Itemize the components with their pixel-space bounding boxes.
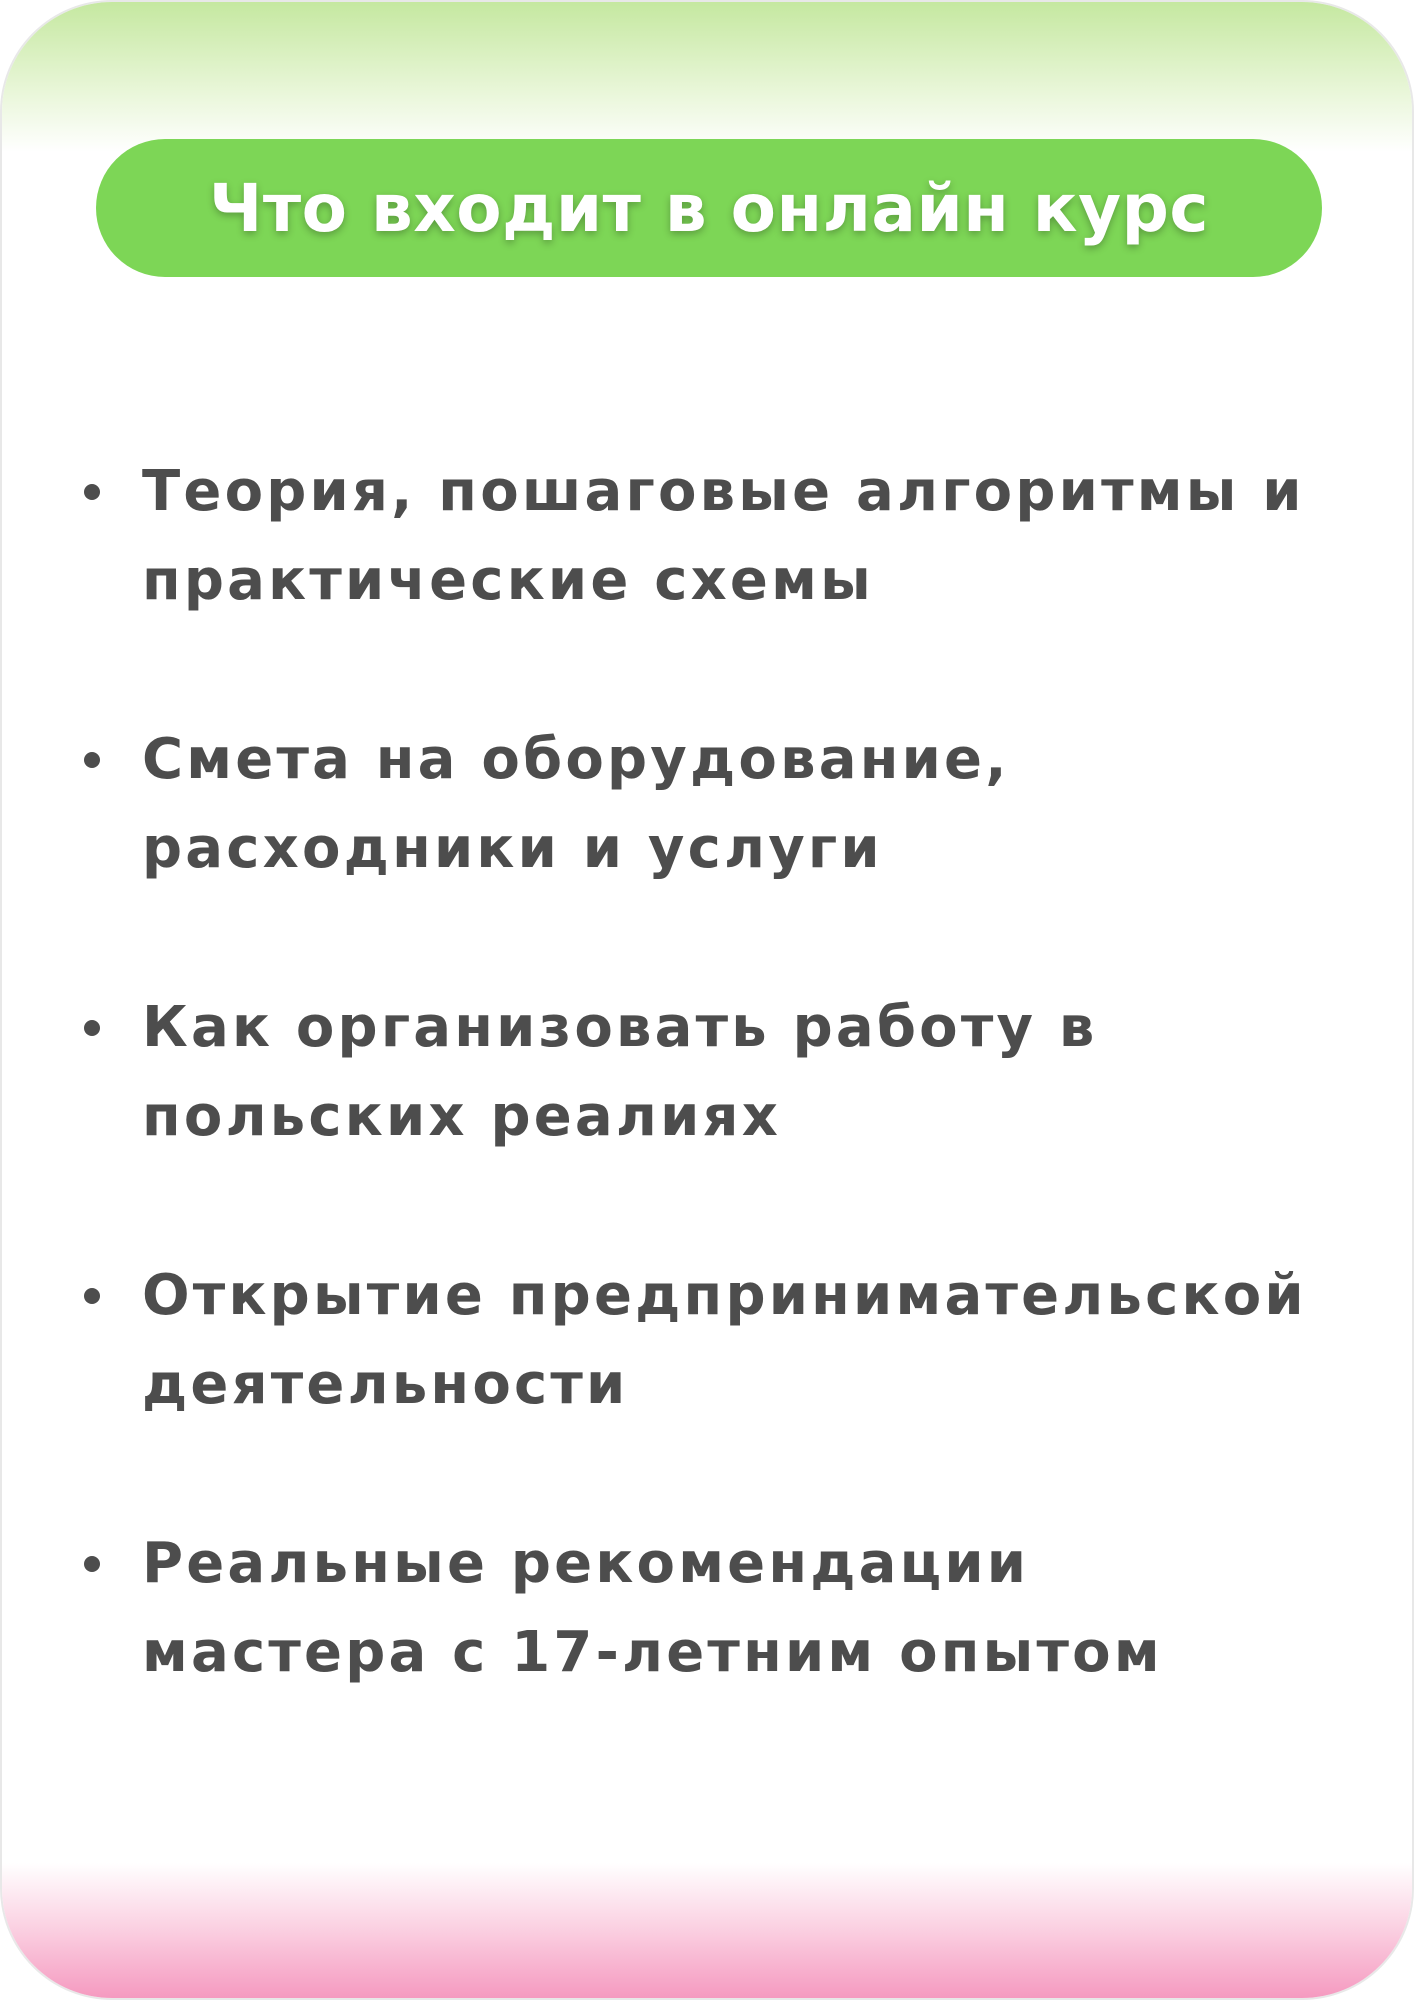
list-item-line: Реальные рекомендации [142,1531,1030,1596]
bullet-icon [84,484,100,500]
list-item-line: деятельности [142,1352,629,1417]
list-item [82,447,1392,625]
list-item-line: польских реалиях [142,1084,782,1149]
title-banner [96,139,1322,277]
list-item-line: Открытие предпринимательской [142,1263,1307,1328]
course-contents-list [82,447,1392,1787]
list-item [82,983,1392,1161]
bullet-icon [84,752,100,768]
list-item [82,1251,1392,1429]
list-item-line: Смета на оборудование, [142,727,1010,792]
list-item-line: Как организовать работу в [142,995,1098,1060]
bullet-icon [84,1288,100,1304]
list-item-line: практические схемы [142,548,874,613]
top-gradient-band [2,2,1412,152]
bullet-icon [84,1556,100,1572]
bottom-gradient-band [2,1863,1412,1998]
list-item [82,715,1392,893]
list-item [82,1519,1392,1697]
page-title: Что входит в онлайн курс [209,169,1209,247]
bullet-icon [84,1020,100,1036]
list-item-line: Теория, пошаговые алгоритмы и [142,459,1305,524]
list-item-line: расходники и услуги [142,816,883,881]
list-item-line: мастера с 17-летним опытом [142,1620,1163,1685]
